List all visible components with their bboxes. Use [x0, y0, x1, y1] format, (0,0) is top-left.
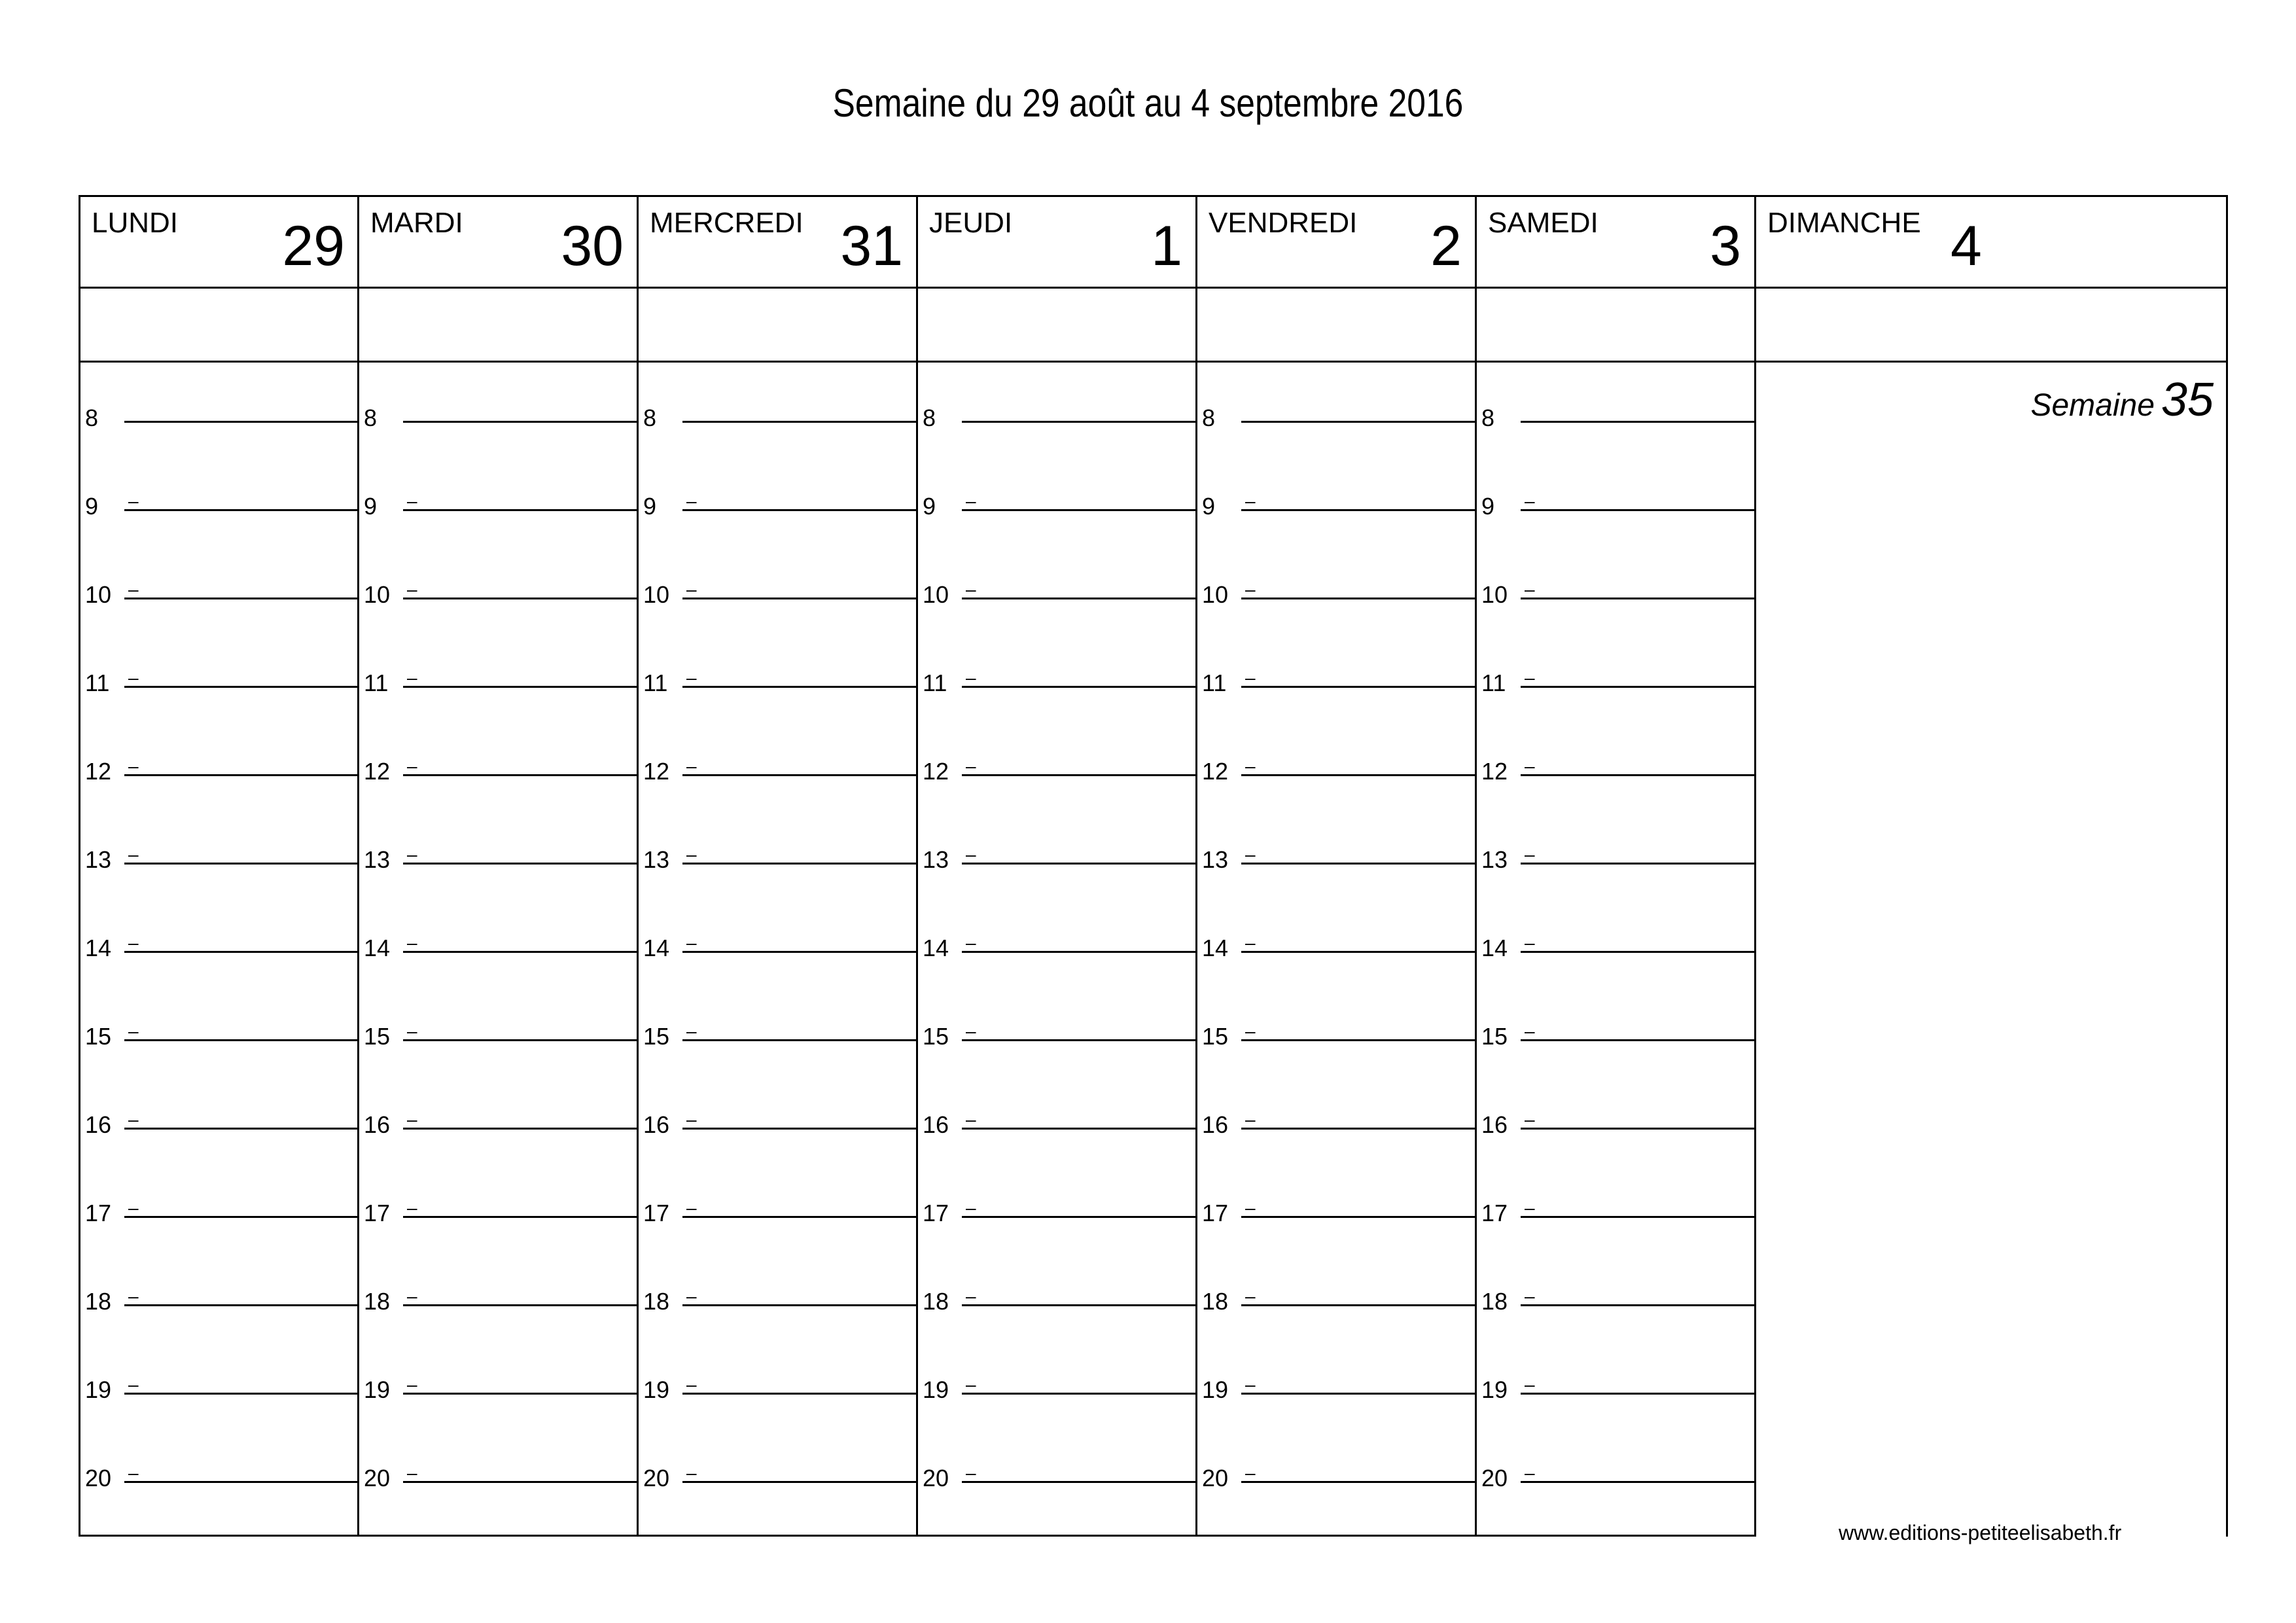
- hour-label: 19: [643, 1376, 670, 1403]
- page-title: Semaine du 29 août au 4 septembre 2016: [832, 81, 1464, 125]
- half-hour-mark: –: [686, 933, 697, 953]
- column-bottom-line: [357, 1535, 637, 1537]
- notes-separator: [1754, 361, 2228, 363]
- hour-line: [962, 1481, 1195, 1483]
- hour-line: [682, 1216, 916, 1218]
- hour-label: 15: [923, 1023, 949, 1050]
- half-hour-mark: –: [686, 1374, 697, 1395]
- day-notes-area[interactable]: [916, 287, 1195, 361]
- hour-line: [682, 1304, 916, 1306]
- hour-line: [403, 1039, 637, 1041]
- half-hour-mark: –: [966, 491, 976, 511]
- half-hour-mark: –: [686, 668, 697, 688]
- half-hour-mark: –: [966, 1109, 976, 1130]
- hour-label: 13: [643, 846, 670, 873]
- hour-label: 18: [923, 1288, 949, 1315]
- notes-separator: [637, 361, 916, 363]
- hour-line: [403, 774, 637, 776]
- half-hour-mark: –: [407, 1021, 417, 1041]
- half-hour-mark: –: [1245, 491, 1256, 511]
- hour-label: 19: [1202, 1376, 1229, 1403]
- hour-label: 11: [923, 669, 947, 696]
- hour-label: 16: [1481, 1111, 1508, 1138]
- hour-line: [124, 509, 358, 511]
- hour-label: 9: [364, 493, 378, 520]
- half-hour-mark: –: [686, 1286, 697, 1306]
- hour-label: 20: [1481, 1465, 1508, 1491]
- hour-label: 11: [364, 669, 389, 696]
- column-bottom-line: [916, 1535, 1195, 1537]
- hour-label: 18: [85, 1288, 112, 1315]
- half-hour-mark: –: [1525, 1109, 1535, 1130]
- half-hour-mark: –: [966, 579, 976, 599]
- hour-label: 12: [364, 758, 391, 785]
- half-hour-mark: –: [1245, 668, 1256, 688]
- hour-label: 11: [1481, 669, 1506, 696]
- website-footer: www.editions-petiteelisabeth.fr: [1839, 1521, 2122, 1544]
- hour-line: [124, 597, 358, 599]
- column-bottom-line: [1195, 1535, 1475, 1537]
- half-hour-mark: –: [128, 1286, 139, 1306]
- day-column-jeudi: [916, 195, 1195, 1537]
- hour-line: [682, 951, 916, 953]
- day-name: JEUDI: [929, 207, 1013, 239]
- half-hour-mark: –: [1525, 1463, 1535, 1483]
- day-notes-area[interactable]: [637, 287, 916, 361]
- half-hour-mark: –: [1525, 668, 1535, 688]
- hour-label: 10: [643, 581, 670, 608]
- half-hour-mark: –: [966, 756, 976, 776]
- hour-label: 13: [923, 846, 949, 873]
- hour-label: 11: [1202, 669, 1227, 696]
- hour-line: [403, 1128, 637, 1130]
- hour-row[interactable]: [1475, 1465, 1754, 1520]
- hour-line: [682, 421, 916, 423]
- column-bottom-line: [79, 1535, 358, 1537]
- hour-label: 8: [1481, 404, 1495, 431]
- day-column-mercredi: [637, 195, 916, 1537]
- column-bottom-line: [1475, 1535, 1754, 1537]
- day-number: 29: [282, 215, 345, 277]
- half-hour-mark: –: [1525, 1374, 1535, 1395]
- half-hour-mark: –: [1525, 844, 1535, 865]
- day-notes-area[interactable]: [1754, 287, 2228, 361]
- half-hour-mark: –: [407, 933, 417, 953]
- day-name: MERCREDI: [650, 207, 804, 239]
- hour-line: [1241, 1128, 1475, 1130]
- hour-line: [1241, 1304, 1475, 1306]
- hour-line: [962, 863, 1195, 865]
- hour-label: 12: [1202, 758, 1229, 785]
- hour-line: [1241, 1481, 1475, 1483]
- hour-line: [962, 1128, 1195, 1130]
- hour-line: [682, 686, 916, 688]
- half-hour-mark: –: [128, 1374, 139, 1395]
- hour-label: 12: [1481, 758, 1508, 785]
- half-hour-mark: –: [686, 1198, 697, 1218]
- hour-line: [1521, 863, 1754, 865]
- day-number: 4: [1951, 215, 1982, 277]
- hour-line: [124, 1393, 358, 1395]
- hour-label: 17: [643, 1200, 670, 1226]
- half-hour-mark: –: [1245, 933, 1256, 953]
- hour-line: [403, 863, 637, 865]
- hour-line: [124, 951, 358, 953]
- hour-label: 9: [85, 493, 99, 520]
- half-hour-mark: –: [407, 1286, 417, 1306]
- hour-label: 20: [364, 1465, 391, 1491]
- half-hour-mark: –: [407, 756, 417, 776]
- hour-line: [1241, 597, 1475, 599]
- hour-label: 18: [364, 1288, 391, 1315]
- hour-label: 11: [643, 669, 668, 696]
- hour-line: [403, 686, 637, 688]
- hour-line: [1241, 509, 1475, 511]
- hour-row[interactable]: [637, 1465, 916, 1520]
- day-number: 2: [1430, 215, 1462, 277]
- hour-label: 10: [364, 581, 391, 608]
- day-number: 30: [561, 215, 624, 277]
- hour-line: [682, 597, 916, 599]
- half-hour-mark: –: [686, 1109, 697, 1130]
- notes-separator: [916, 361, 1195, 363]
- hour-label: 10: [85, 581, 112, 608]
- half-hour-mark: –: [1245, 579, 1256, 599]
- hour-label: 16: [923, 1111, 949, 1138]
- hour-line: [962, 1393, 1195, 1395]
- hour-line: [403, 597, 637, 599]
- day-column-vendredi: [1195, 195, 1475, 1537]
- hour-line: [962, 509, 1195, 511]
- hour-line: [962, 1304, 1195, 1306]
- half-hour-mark: –: [686, 491, 697, 511]
- half-hour-mark: –: [1245, 1198, 1256, 1218]
- hour-label: 8: [923, 404, 936, 431]
- half-hour-mark: –: [966, 844, 976, 865]
- day-number: 3: [1710, 215, 1741, 277]
- hour-label: 17: [1481, 1200, 1508, 1226]
- hour-line: [403, 509, 637, 511]
- day-name: DIMANCHE: [1767, 207, 1921, 239]
- hour-line: [1241, 951, 1475, 953]
- week-text: Semaine: [2030, 388, 2155, 423]
- notes-separator: [79, 361, 358, 363]
- half-hour-mark: –: [407, 491, 417, 511]
- hour-label: 8: [364, 404, 378, 431]
- half-hour-mark: –: [966, 933, 976, 953]
- half-hour-mark: –: [686, 756, 697, 776]
- hour-line: [124, 1481, 358, 1483]
- hour-line: [962, 951, 1195, 953]
- hour-row[interactable]: [1195, 1465, 1475, 1520]
- hour-label: 16: [1202, 1111, 1229, 1138]
- hour-line: [403, 1393, 637, 1395]
- hour-line: [1521, 1393, 1754, 1395]
- hour-label: 13: [1481, 846, 1508, 873]
- day-number: 31: [840, 215, 903, 277]
- hour-label: 14: [1481, 935, 1508, 961]
- hour-line: [1521, 597, 1754, 599]
- half-hour-mark: –: [128, 933, 139, 953]
- hour-line: [1521, 951, 1754, 953]
- half-hour-mark: –: [966, 1198, 976, 1218]
- half-hour-mark: –: [407, 1374, 417, 1395]
- half-hour-mark: –: [1245, 1109, 1256, 1130]
- hour-label: 8: [643, 404, 657, 431]
- hour-label: 14: [923, 935, 949, 961]
- hour-label: 16: [85, 1111, 112, 1138]
- hour-line: [403, 951, 637, 953]
- half-hour-mark: –: [1525, 1286, 1535, 1306]
- hour-label: 8: [1202, 404, 1216, 431]
- half-hour-mark: –: [966, 1374, 976, 1395]
- hour-line: [1521, 1481, 1754, 1483]
- half-hour-mark: –: [966, 668, 976, 688]
- hour-line: [124, 1039, 358, 1041]
- half-hour-mark: –: [1245, 1286, 1256, 1306]
- day-notes-area[interactable]: [357, 287, 637, 361]
- half-hour-mark: –: [128, 756, 139, 776]
- half-hour-mark: –: [128, 844, 139, 865]
- day-name: VENDREDI: [1209, 207, 1358, 239]
- hour-line: [682, 1393, 916, 1395]
- hour-label: 17: [364, 1200, 391, 1226]
- day-column-samedi: [1475, 195, 1754, 1537]
- hour-label: 19: [1481, 1376, 1508, 1403]
- half-hour-mark: –: [686, 1021, 697, 1041]
- hour-label: 10: [1481, 581, 1508, 608]
- hour-label: 9: [1481, 493, 1495, 520]
- hour-label: 17: [923, 1200, 949, 1226]
- hour-line: [962, 421, 1195, 423]
- column-bottom-line: [637, 1535, 916, 1537]
- half-hour-mark: –: [407, 1198, 417, 1218]
- half-hour-mark: –: [128, 579, 139, 599]
- half-hour-mark: –: [128, 668, 139, 688]
- hour-label: 12: [85, 758, 112, 785]
- hour-label: 19: [85, 1376, 112, 1403]
- half-hour-mark: –: [407, 844, 417, 865]
- hour-line: [1521, 1216, 1754, 1218]
- hour-line: [1241, 1393, 1475, 1395]
- hour-row[interactable]: [916, 1465, 1195, 1520]
- hour-label: 13: [85, 846, 112, 873]
- hour-label: 11: [85, 669, 110, 696]
- hour-line: [1241, 421, 1475, 423]
- hour-line: [124, 1128, 358, 1130]
- hour-line: [403, 1216, 637, 1218]
- day-name: LUNDI: [92, 207, 179, 239]
- day-column-mardi: [357, 195, 637, 1537]
- hour-line: [403, 1481, 637, 1483]
- hour-line: [1241, 686, 1475, 688]
- half-hour-mark: –: [128, 1198, 139, 1218]
- hour-row[interactable]: [1475, 404, 1754, 511]
- hour-label: 16: [364, 1111, 391, 1138]
- half-hour-mark: –: [686, 1463, 697, 1483]
- hour-line: [682, 1128, 916, 1130]
- hour-line: [124, 421, 358, 423]
- hour-label: 15: [643, 1023, 670, 1050]
- week-number: 35: [2161, 374, 2214, 426]
- day-notes-area[interactable]: [79, 287, 358, 361]
- week-number-label: [2030, 373, 2214, 427]
- hour-label: 15: [364, 1023, 391, 1050]
- day-column-lundi: [79, 195, 358, 1537]
- hour-label: 14: [85, 935, 112, 961]
- hour-label: 18: [643, 1288, 670, 1315]
- hour-line: [124, 863, 358, 865]
- hour-line: [682, 774, 916, 776]
- half-hour-mark: –: [1525, 1198, 1535, 1218]
- half-hour-mark: –: [1525, 933, 1535, 953]
- day-number: 1: [1151, 215, 1182, 277]
- hour-line: [1521, 686, 1754, 688]
- hour-label: 17: [85, 1200, 112, 1226]
- half-hour-mark: –: [1525, 579, 1535, 599]
- notes-separator: [357, 361, 637, 363]
- half-hour-mark: –: [128, 1021, 139, 1041]
- half-hour-mark: –: [128, 491, 139, 511]
- hour-row[interactable]: [79, 1465, 358, 1520]
- hour-line: [682, 509, 916, 511]
- day-name: SAMEDI: [1488, 207, 1598, 239]
- hour-line: [1521, 1039, 1754, 1041]
- hour-line: [124, 1216, 358, 1218]
- hour-line: [1521, 1128, 1754, 1130]
- hour-label: 13: [1202, 846, 1229, 873]
- hour-label: 20: [1202, 1465, 1229, 1491]
- half-hour-mark: –: [1245, 1374, 1256, 1395]
- hour-row[interactable]: [357, 1465, 637, 1520]
- half-hour-mark: –: [966, 1463, 976, 1483]
- hour-label: 14: [643, 935, 670, 961]
- hour-line: [682, 863, 916, 865]
- half-hour-mark: –: [407, 1463, 417, 1483]
- half-hour-mark: –: [407, 668, 417, 688]
- hour-line: [682, 1039, 916, 1041]
- hour-line: [403, 1304, 637, 1306]
- hour-label: 20: [85, 1465, 112, 1491]
- hour-label: 15: [85, 1023, 112, 1050]
- hour-label: 17: [1202, 1200, 1229, 1226]
- hour-label: 20: [923, 1465, 949, 1491]
- hour-line: [962, 1216, 1195, 1218]
- hour-line: [1241, 863, 1475, 865]
- half-hour-mark: –: [1245, 844, 1256, 865]
- hour-line: [962, 774, 1195, 776]
- half-hour-mark: –: [1525, 1021, 1535, 1041]
- hour-line: [124, 774, 358, 776]
- notes-separator: [1475, 361, 1754, 363]
- hour-line: [1521, 421, 1754, 423]
- half-hour-mark: –: [1245, 756, 1256, 776]
- hour-line: [1241, 1039, 1475, 1041]
- hour-label: 9: [643, 493, 657, 520]
- half-hour-mark: –: [1245, 1463, 1256, 1483]
- hour-row[interactable]: [79, 404, 358, 511]
- half-hour-mark: –: [1525, 491, 1535, 511]
- half-hour-mark: –: [1525, 756, 1535, 776]
- hour-label: 15: [1202, 1023, 1229, 1050]
- hour-line: [1521, 1304, 1754, 1306]
- hour-line: [962, 1039, 1195, 1041]
- hour-label: 12: [643, 758, 670, 785]
- half-hour-mark: –: [966, 1286, 976, 1306]
- hour-label: 13: [364, 846, 391, 873]
- hour-line: [682, 1481, 916, 1483]
- hour-label: 9: [923, 493, 936, 520]
- hour-label: 19: [923, 1376, 949, 1403]
- half-hour-mark: –: [1245, 1021, 1256, 1041]
- hour-label: 10: [1202, 581, 1229, 608]
- hour-line: [1241, 1216, 1475, 1218]
- day-name: MARDI: [370, 207, 463, 239]
- hour-row[interactable]: [357, 404, 637, 511]
- half-hour-mark: –: [128, 1463, 139, 1483]
- hour-label: 18: [1481, 1288, 1508, 1315]
- half-hour-mark: –: [686, 844, 697, 865]
- hour-label: 16: [643, 1111, 670, 1138]
- half-hour-mark: –: [686, 579, 697, 599]
- hour-row[interactable]: [637, 404, 916, 511]
- hour-label: 8: [85, 404, 99, 431]
- day-notes-area[interactable]: [1195, 287, 1475, 361]
- hour-label: 10: [923, 581, 949, 608]
- hour-label: 9: [1202, 493, 1216, 520]
- hour-label: 14: [1202, 935, 1229, 961]
- hour-label: 15: [1481, 1023, 1508, 1050]
- notes-separator: [1195, 361, 1475, 363]
- hour-row[interactable]: [1195, 404, 1475, 511]
- hour-label: 12: [923, 758, 949, 785]
- half-hour-mark: –: [407, 579, 417, 599]
- hour-line: [124, 686, 358, 688]
- day-column-dimanche: [1754, 195, 2228, 1537]
- hour-line: [1521, 774, 1754, 776]
- day-notes-area[interactable]: [1475, 287, 1754, 361]
- hour-label: 19: [364, 1376, 391, 1403]
- hour-line: [962, 597, 1195, 599]
- hour-line: [962, 686, 1195, 688]
- hour-line: [1241, 774, 1475, 776]
- hour-label: 14: [364, 935, 391, 961]
- half-hour-mark: –: [407, 1109, 417, 1130]
- hour-label: 18: [1202, 1288, 1229, 1315]
- half-hour-mark: –: [128, 1109, 139, 1130]
- half-hour-mark: –: [966, 1021, 976, 1041]
- hour-line: [124, 1304, 358, 1306]
- hour-line: [1521, 509, 1754, 511]
- hour-line: [403, 421, 637, 423]
- hour-row[interactable]: [916, 404, 1195, 511]
- hour-label: 20: [643, 1465, 670, 1491]
